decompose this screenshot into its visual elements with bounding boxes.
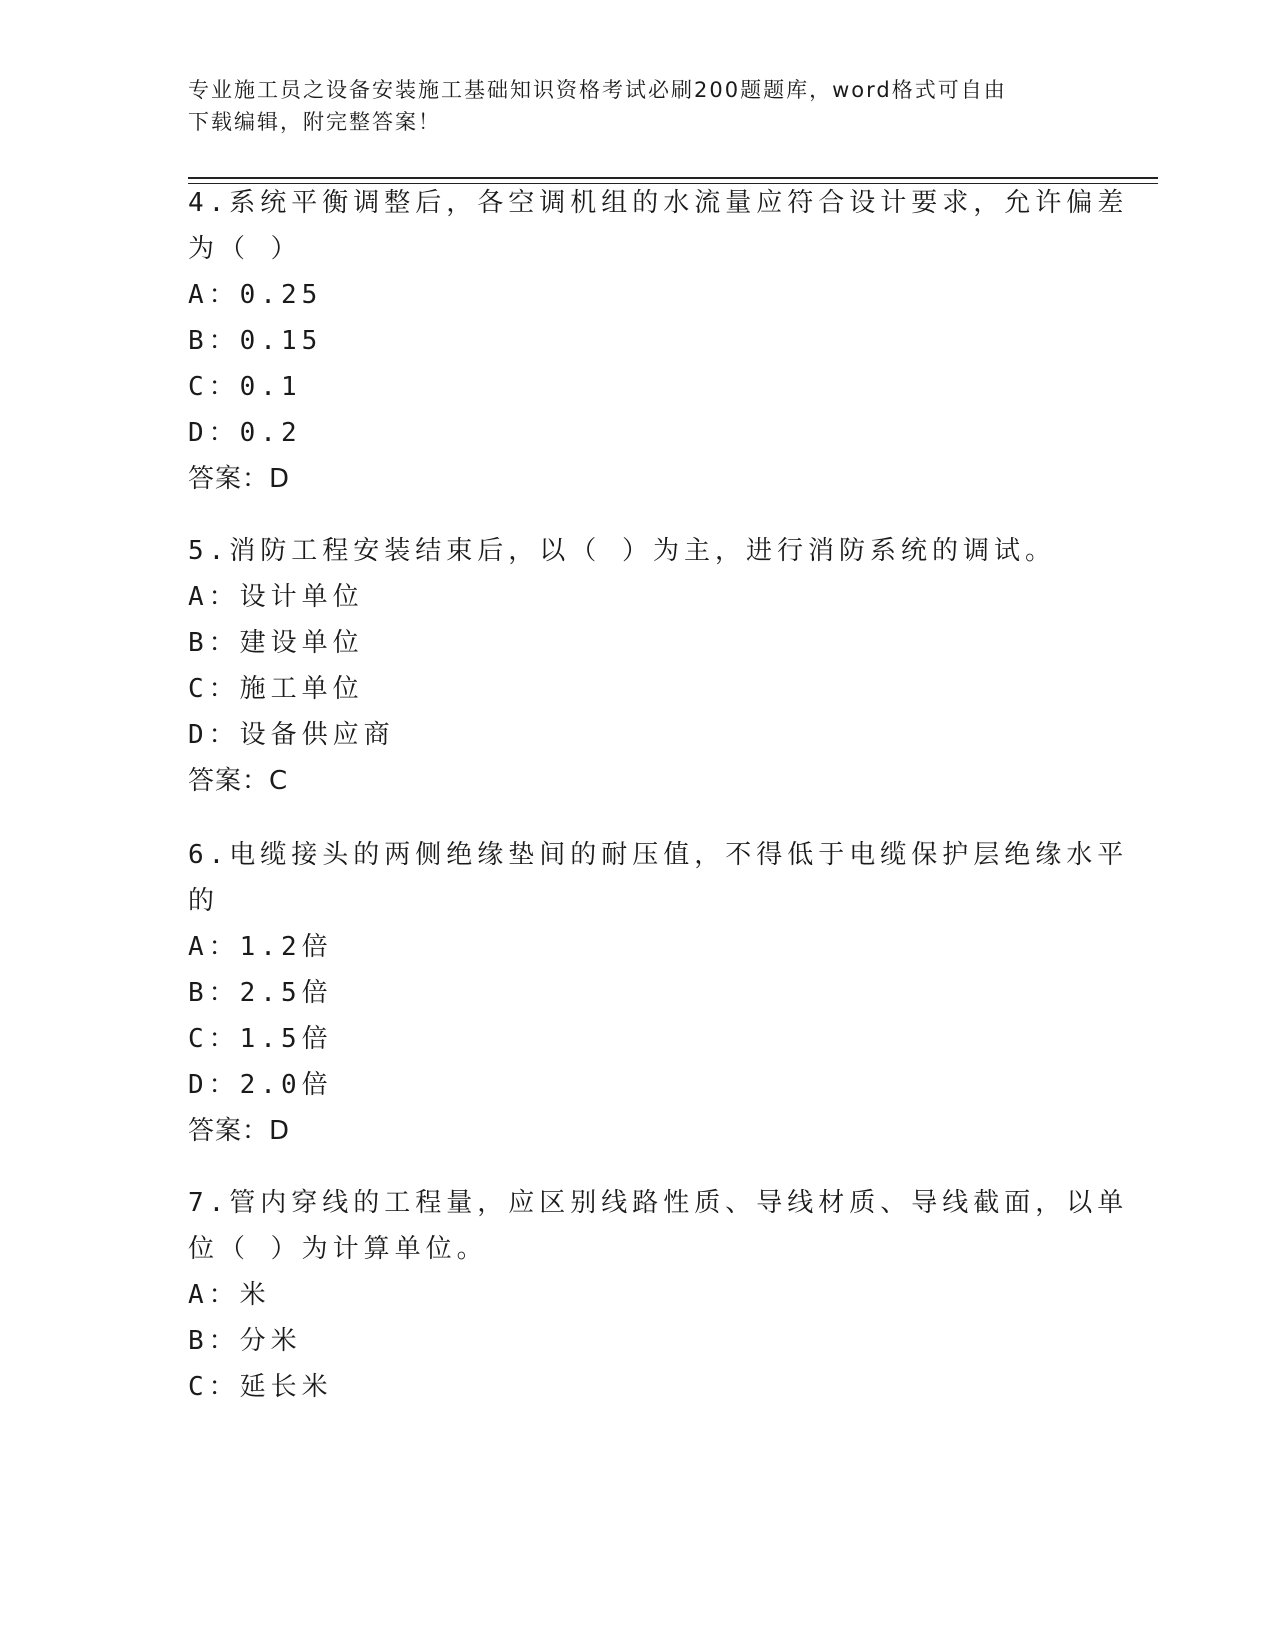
question-stem-line: 4.系统平衡调整后，各空调机组的水流量应符合设计要求，允许偏差 [188, 188, 1129, 218]
question-stem-line: 位（ ）为计算单位。 [188, 1234, 488, 1264]
option-c: C：1.5倍 [188, 1024, 333, 1054]
header-divider-thick [188, 177, 1158, 179]
header-line-2: 下载编辑，附完整答案！ [188, 110, 441, 134]
answer: 答案：D [188, 464, 291, 494]
option-d: D：2.0倍 [188, 1070, 333, 1100]
question-5 [188, 528, 1068, 804]
question-stem-line: 为（ ） [188, 234, 302, 264]
option-a: A：设计单位 [188, 582, 364, 612]
option-c: C：施工单位 [188, 674, 364, 704]
option-d: D：0.2 [188, 418, 302, 448]
option-a: A：米 [188, 1280, 271, 1310]
question-stem-line: 的 [188, 886, 220, 916]
header-line-1: 专业施工员之设备安装施工基础知识资格考试必刷200题题库，word格式可自由 [188, 78, 1007, 102]
question-6 [188, 832, 1129, 1154]
question-stem-line: 6.电缆接头的两侧绝缘垫间的耐压值，不得低于电缆保护层绝缘水平 [188, 840, 1129, 870]
question-7 [188, 1180, 1129, 1410]
option-b: B：0.15 [188, 326, 323, 356]
option-a: A：0.25 [188, 280, 323, 310]
option-c: C：延长米 [188, 1372, 333, 1402]
document-header [188, 74, 1068, 138]
answer: 答案：C [188, 766, 289, 796]
question-stem-line: 7.管内穿线的工程量，应区别线路性质、导线材质、导线截面，以单 [188, 1188, 1129, 1218]
option-c: C：0.1 [188, 372, 302, 402]
answer: 答案：D [188, 1116, 291, 1146]
question-stem-line: 5.消防工程安装结束后，以（ ）为主，进行消防系统的调试。 [188, 536, 1056, 566]
option-b: B：建设单位 [188, 628, 364, 658]
option-d: D：设备供应商 [188, 720, 395, 750]
option-b: B：分米 [188, 1326, 302, 1356]
option-a: A：1.2倍 [188, 932, 333, 962]
option-b: B：2.5倍 [188, 978, 333, 1008]
question-4 [188, 180, 1129, 502]
